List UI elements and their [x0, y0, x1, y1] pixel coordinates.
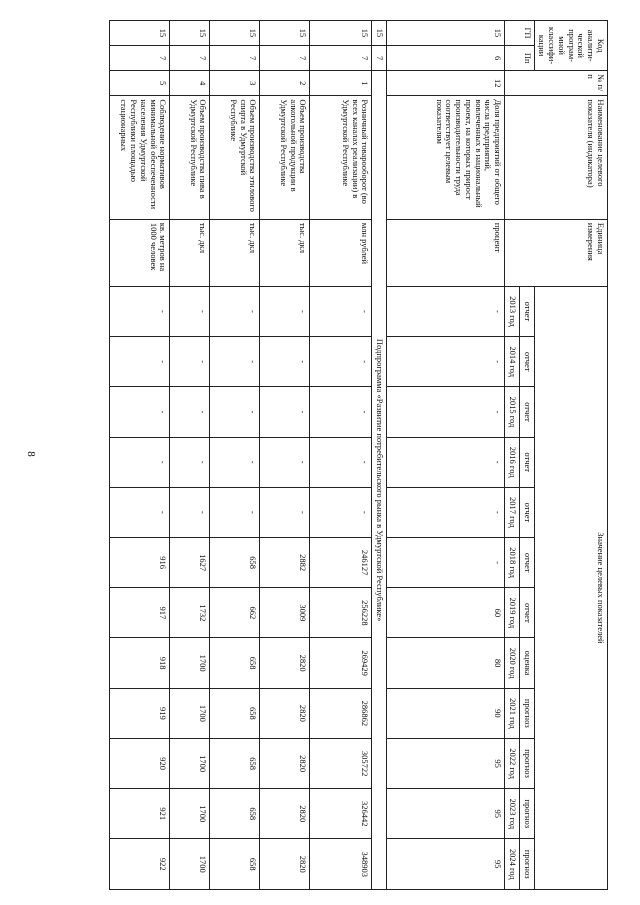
value-cell: 2820: [260, 789, 310, 839]
pp-header: Пп: [505, 46, 535, 71]
value-cell: 2820: [260, 638, 310, 688]
value-cell: 922: [110, 839, 170, 890]
year-status: оценка: [519, 638, 534, 688]
name-cell: Объем производства пива в Удмуртской Республике: [170, 96, 210, 220]
value-cell: 1700: [170, 839, 210, 890]
value-cell: 917: [110, 588, 170, 638]
unit-cell: тыс. дкл: [170, 219, 210, 286]
year-status: отчет: [519, 286, 534, 336]
year-status: отчет: [519, 487, 534, 537]
gp-header: ГП: [505, 21, 535, 46]
year-status: прогноз: [519, 688, 534, 738]
value-cell: 95: [387, 839, 505, 890]
name-cell: Соблюдение нормативов минимальной обеспеченности населения Удмуртской Республики площадью стационарных: [110, 96, 170, 220]
value-cell: -: [110, 286, 170, 336]
value-cell: -: [387, 538, 505, 588]
year-label: 2016 год: [505, 437, 520, 487]
pp-cell: 7: [210, 46, 260, 71]
year-status: прогноз: [519, 738, 534, 788]
table-row: [110, 21, 170, 890]
value-cell: 3009: [260, 588, 310, 638]
table-row: [260, 21, 310, 890]
year-status: прогноз: [519, 789, 534, 839]
value-cell: -: [170, 487, 210, 537]
value-cell: 1627: [170, 538, 210, 588]
value-cell: 658: [210, 688, 260, 738]
year-label: 2022 год: [505, 738, 520, 788]
pp-cell: 7: [110, 46, 170, 71]
value-cell: 1700: [170, 638, 210, 688]
value-cell: -: [260, 487, 310, 537]
rotated-table-container: [88, 20, 608, 890]
pp-cell: 7: [372, 46, 387, 71]
value-cell: 326442: [310, 789, 372, 839]
unit-cell: процент: [387, 219, 505, 286]
value-cell: 1700: [170, 789, 210, 839]
value-cell: -: [387, 286, 505, 336]
value-cell: 658: [210, 638, 260, 688]
value-cell: 916: [110, 538, 170, 588]
value-cell: -: [387, 437, 505, 487]
year-label: 2017 год: [505, 487, 520, 537]
gp-cell: 15: [260, 21, 310, 46]
num-cell: 2: [260, 71, 310, 96]
value-cell: -: [210, 337, 260, 387]
name-cell: Объем производства алкогольной продукции в Удмуртской Республике: [260, 96, 310, 220]
value-cell: -: [310, 437, 372, 487]
value-cell: 90: [387, 688, 505, 738]
year-status: прогноз: [519, 839, 534, 890]
value-cell: -: [110, 487, 170, 537]
value-cell: 920: [110, 738, 170, 788]
values-header: Значение целевых показателей: [534, 286, 607, 889]
value-cell: -: [310, 286, 372, 336]
value-cell: 80: [387, 638, 505, 688]
num-cell: 5: [110, 71, 170, 96]
unit-cell: тыс. дкл: [260, 219, 310, 286]
gp-cell: 15: [170, 21, 210, 46]
num-header: № п/п: [505, 71, 608, 96]
name-cell: Доля предприятий от общего числа предприятий, вовлеченных в национальный проект, на которых прирост производительности труда соответствует целевым показателям: [387, 96, 505, 220]
year-label: 2014 год: [505, 337, 520, 387]
table-row: [170, 21, 210, 890]
value-cell: 286862: [310, 688, 372, 738]
value-cell: 305722: [310, 738, 372, 788]
value-cell: 2882: [260, 538, 310, 588]
value-cell: -: [260, 387, 310, 437]
num-cell: 4: [170, 71, 210, 96]
value-cell: 256228: [310, 588, 372, 638]
value-cell: -: [210, 286, 260, 336]
value-cell: -: [310, 337, 372, 387]
value-cell: 919: [110, 688, 170, 738]
unit-cell: млн рублей: [310, 219, 372, 286]
value-cell: -: [110, 387, 170, 437]
value-cell: -: [110, 437, 170, 487]
pp-cell: 7: [170, 46, 210, 71]
year-label: 2013 год: [505, 286, 520, 336]
pp-cell: 6: [387, 46, 505, 71]
value-cell: 1700: [170, 738, 210, 788]
value-cell: 1700: [170, 688, 210, 738]
unit-cell: кв. метров на 1000 человек: [110, 219, 170, 286]
value-cell: 658: [210, 789, 260, 839]
value-cell: -: [210, 487, 260, 537]
value-cell: -: [170, 387, 210, 437]
year-label: 2024 год: [505, 839, 520, 890]
value-cell: 95: [387, 738, 505, 788]
year-status: отчет: [519, 538, 534, 588]
value-cell: 95: [387, 789, 505, 839]
num-cell: 12: [387, 71, 505, 96]
table-row: [387, 21, 505, 890]
value-cell: 2820: [260, 738, 310, 788]
year-label: 2020 год: [505, 638, 520, 688]
unit-cell: тыс. дкл: [210, 219, 260, 286]
value-cell: 658: [210, 538, 260, 588]
value-cell: 921: [110, 789, 170, 839]
subprogram-title: Подпрограмма «Развитие потребительского рынка в Удмуртской Республике»: [372, 71, 387, 890]
pp-cell: 7: [260, 46, 310, 71]
value-cell: 658: [210, 839, 260, 890]
year-status: отчет: [519, 437, 534, 487]
value-cell: -: [310, 487, 372, 537]
year-label: 2018 год: [505, 538, 520, 588]
value-cell: -: [260, 437, 310, 487]
value-cell: -: [260, 286, 310, 336]
name-cell: Объем производства этилового спирта в Удмуртской Республике: [210, 96, 260, 220]
name-cell: Розничный товарооборот (во всех каналах реализации) в Удмуртской Республике: [310, 96, 372, 220]
gp-cell: 15: [387, 21, 505, 46]
header-row-1: [534, 21, 607, 890]
gp-cell: 15: [210, 21, 260, 46]
value-cell: 246127: [310, 538, 372, 588]
value-cell: 918: [110, 638, 170, 688]
value-cell: -: [387, 337, 505, 387]
value-cell: -: [170, 437, 210, 487]
code-header: Код аналити-ческой програм-мной классифи-кации: [534, 21, 607, 71]
num-cell: 3: [210, 71, 260, 96]
year-label: 2021 год: [505, 688, 520, 738]
pp-cell: 7: [310, 46, 372, 71]
value-cell: -: [310, 387, 372, 437]
gp-cell: 15: [110, 21, 170, 46]
value-cell: -: [110, 337, 170, 387]
value-cell: -: [210, 437, 260, 487]
value-cell: 662: [210, 588, 260, 638]
subprogram-row: [372, 21, 387, 890]
page-number: 8: [24, 451, 37, 457]
value-cell: 60: [387, 588, 505, 638]
value-cell: -: [387, 387, 505, 437]
num-cell: 1: [310, 71, 372, 96]
value-cell: -: [210, 387, 260, 437]
year-label: 2019 год: [505, 588, 520, 638]
year-status: отчет: [519, 588, 534, 638]
year-label: 2015 год: [505, 387, 520, 437]
value-cell: 269429: [310, 638, 372, 688]
value-cell: -: [260, 337, 310, 387]
table-row: [210, 21, 260, 890]
value-cell: -: [387, 487, 505, 537]
value-cell: 1732: [170, 588, 210, 638]
gp-cell: 15: [310, 21, 372, 46]
year-label: 2023 год: [505, 789, 520, 839]
value-cell: 348903: [310, 839, 372, 890]
year-status: отчет: [519, 387, 534, 437]
table-row: [310, 21, 372, 890]
name-header: Наименование целевого показателя (индикатора): [505, 96, 608, 220]
value-cell: 2820: [260, 839, 310, 890]
unit-header: Единица измерения: [505, 219, 608, 286]
value-cell: -: [170, 337, 210, 387]
value-cell: 658: [210, 738, 260, 788]
gp-cell: 15: [372, 21, 387, 46]
value-cell: 2820: [260, 688, 310, 738]
indicators-table: [109, 20, 608, 890]
value-cell: -: [170, 286, 210, 336]
year-status: отчет: [519, 337, 534, 387]
